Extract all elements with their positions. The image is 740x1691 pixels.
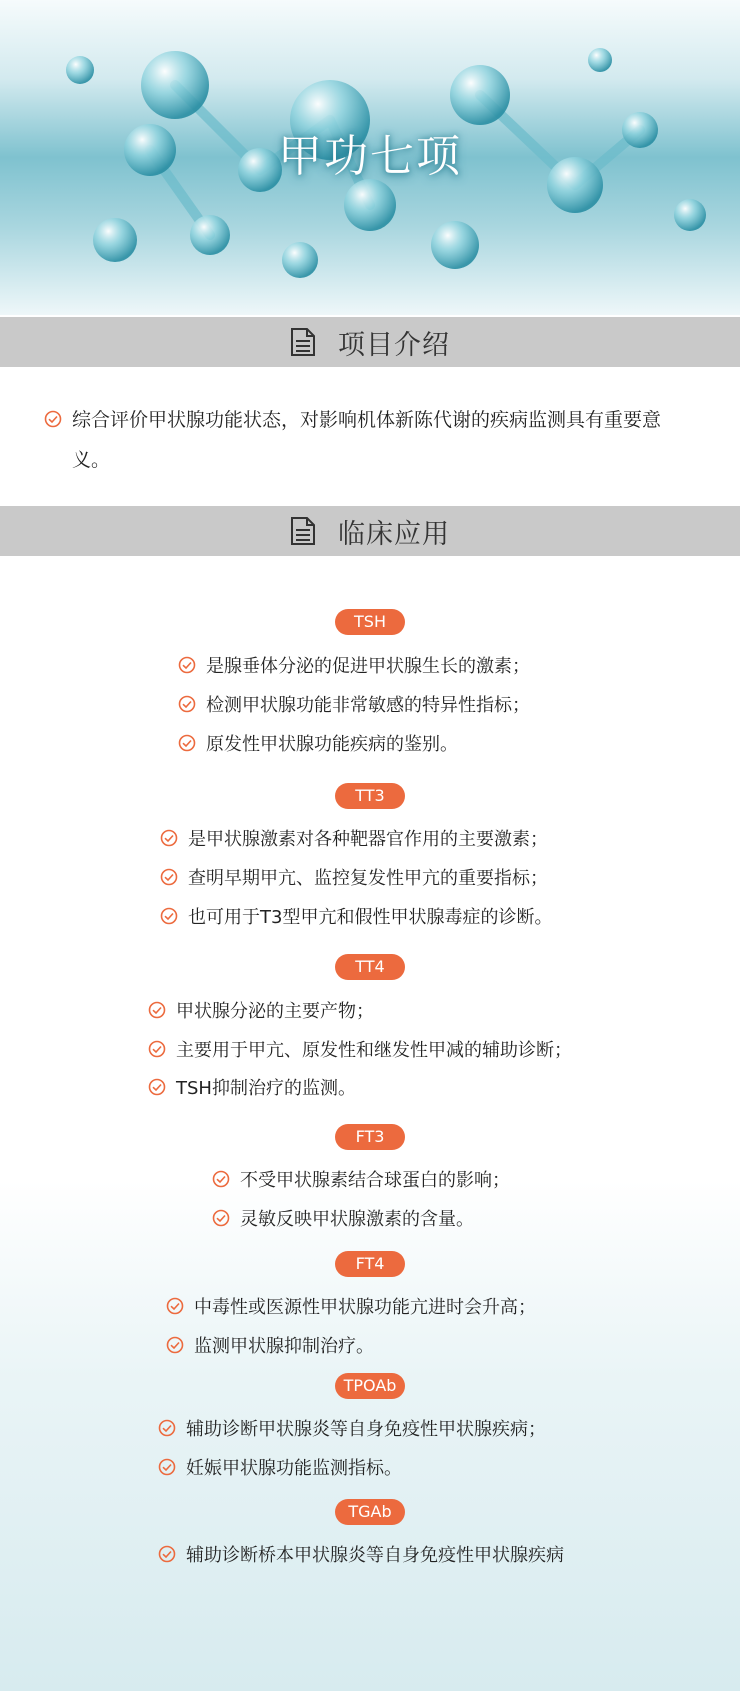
list-item [166, 1326, 374, 1364]
list-item-text: 妊娠甲状腺功能监测指标。 [186, 1458, 402, 1479]
list-item-text: 检测甲状腺功能非常敏感的特异性指标； [206, 695, 530, 716]
hero-banner [0, 0, 740, 315]
tag-badge: TGAb [335, 1499, 405, 1525]
intro-paragraph [44, 400, 694, 480]
list-item [212, 1199, 474, 1237]
list-item [178, 685, 530, 723]
intro-text: 综合评价甲状腺功能状态，对影响机体新陈代谢的疾病监测具有重要意义。 [72, 409, 662, 471]
check-circle-icon [158, 1545, 176, 1563]
list-item [148, 1068, 356, 1106]
list-item [178, 724, 458, 762]
check-circle-icon [158, 1419, 176, 1437]
check-circle-icon [160, 907, 178, 925]
tag-badge: TT3 [335, 783, 405, 809]
list-item [158, 1409, 546, 1447]
list-item [160, 897, 552, 935]
document-icon [290, 516, 316, 546]
list-item-text: 甲状腺分泌的主要产物； [176, 1001, 374, 1022]
list-item-text: 不受甲状腺素结合球蛋白的影响； [240, 1170, 510, 1191]
check-circle-icon [148, 1040, 166, 1058]
check-circle-icon [178, 695, 196, 713]
section-title-intro: 项目介绍 [338, 329, 450, 361]
check-circle-icon [160, 829, 178, 847]
tag-badge: FT3 [335, 1124, 405, 1150]
tag-badge: TSH [335, 609, 405, 635]
list-item [158, 1535, 564, 1573]
check-circle-icon [166, 1297, 184, 1315]
list-item-text: 辅助诊断桥本甲状腺炎等自身免疫性甲状腺疾病 [186, 1545, 564, 1566]
list-item [148, 991, 374, 1029]
check-circle-icon [148, 1001, 166, 1019]
list-item-text: 灵敏反映甲状腺激素的含量。 [240, 1209, 474, 1230]
list-item-text: 原发性甲状腺功能疾病的鉴别。 [206, 734, 458, 755]
list-item-text: 中毒性或医源性甲状腺功能亢进时会升高； [194, 1297, 536, 1318]
check-circle-icon [148, 1078, 166, 1096]
list-item-text: 也可用于T3型甲亢和假性甲状腺毒症的诊断。 [188, 907, 553, 928]
list-item [160, 819, 548, 857]
page-title: 甲功七项 [278, 131, 462, 182]
list-item [158, 1448, 402, 1486]
check-circle-icon [178, 656, 196, 674]
section-title-clinical: 临床应用 [338, 518, 450, 550]
list-item-text: 辅助诊断甲状腺炎等自身免疫性甲状腺疾病； [186, 1419, 546, 1440]
list-item-text: 是甲状腺激素对各种靶器官作用的主要激素； [188, 829, 548, 850]
list-item-text: 主要用于甲亢、原发性和继发性甲减的辅助诊断； [176, 1040, 572, 1061]
list-item [160, 858, 548, 896]
list-item-text: 监测甲状腺抑制治疗。 [194, 1336, 374, 1357]
tag-badge: TPOAb [335, 1373, 405, 1399]
check-circle-icon [166, 1336, 184, 1354]
list-item-text: TSH抑制治疗的监测。 [176, 1078, 356, 1099]
check-circle-icon [178, 734, 196, 752]
check-circle-icon [158, 1458, 176, 1476]
list-item-text: 查明早期甲亢、监控复发性甲亢的重要指标； [188, 868, 548, 889]
document-icon [290, 327, 316, 357]
check-circle-icon [212, 1170, 230, 1188]
list-item [212, 1160, 510, 1198]
list-item [148, 1030, 572, 1068]
section-header-clinical [0, 506, 740, 556]
list-item [178, 646, 530, 684]
check-circle-icon [44, 410, 62, 428]
list-item-text: 是腺垂体分泌的促进甲状腺生长的激素； [206, 656, 530, 677]
section-header-intro [0, 317, 740, 367]
check-circle-icon [160, 868, 178, 886]
tag-badge: FT4 [335, 1251, 405, 1277]
check-circle-icon [212, 1209, 230, 1227]
list-item [166, 1287, 536, 1325]
tag-badge: TT4 [335, 954, 405, 980]
